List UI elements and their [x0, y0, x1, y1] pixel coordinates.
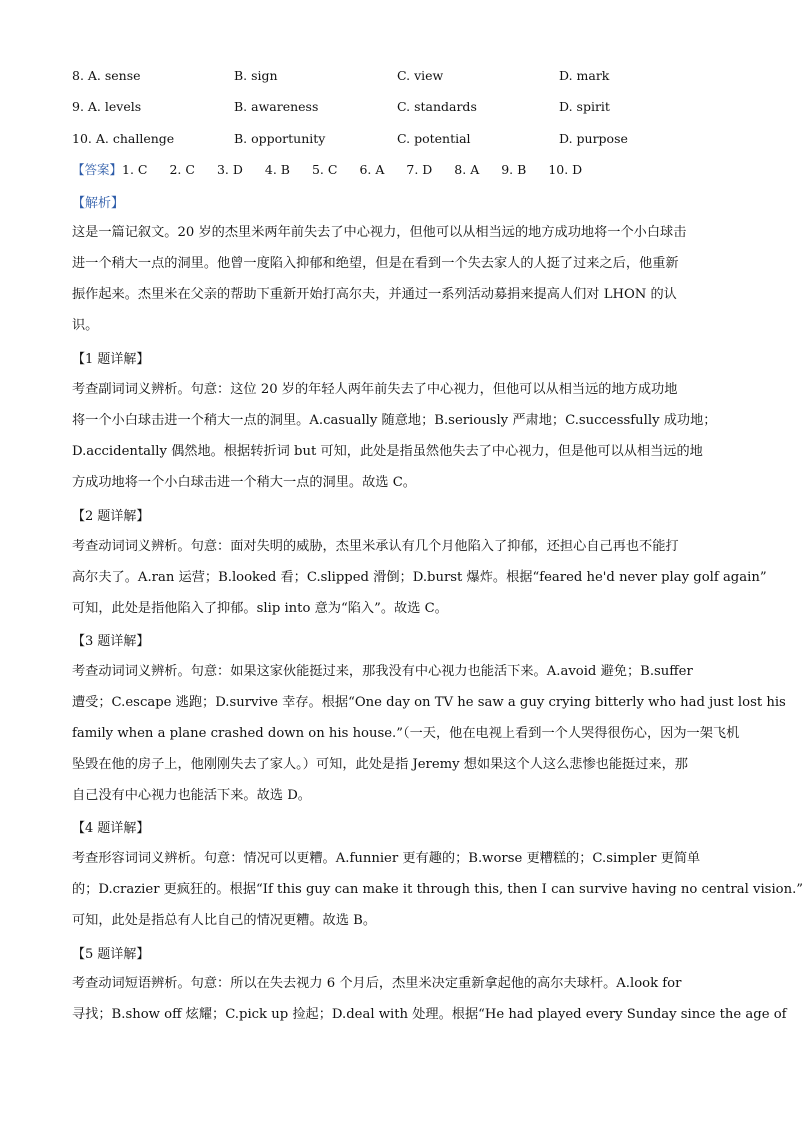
- text-line: D.accidentally 偶然地。根据转折词 but 可知，此处是指虽然他失去了中心视力，但是他可以从相当远的地: [72, 444, 703, 459]
- answer-item: 2. C: [169, 162, 195, 177]
- detail-heading-5: 【5 题详解】: [72, 947, 150, 962]
- option-c: C. standards: [397, 99, 477, 114]
- detail-paragraph-5: [72, 968, 787, 1030]
- detail-paragraph-4: [72, 843, 803, 936]
- detail-paragraph-3: [72, 656, 786, 811]
- option-a: 10. A. challenge: [72, 131, 175, 146]
- answer-item: 9. B: [501, 162, 527, 177]
- text-line: 考查动词短语辨析。句意：所以在失去视力 6 个月后，杰里米决定重新拿起他的高尔夫球杆。A.look for: [72, 976, 682, 991]
- detail-heading-4: 【4 题详解】: [72, 821, 150, 836]
- text-line: 方成功地将一个小白球击进一个稍大一点的洞里。故选 C。: [72, 475, 416, 490]
- analysis-heading: 【解析】: [72, 196, 125, 211]
- option-d: D. spirit: [559, 99, 610, 114]
- option-d: D. purpose: [559, 131, 628, 146]
- answer-key: [72, 160, 604, 182]
- answer-item: 8. A: [454, 162, 480, 177]
- option-b: B. opportunity: [234, 131, 326, 146]
- text-line: 高尔夫了。A.ran 运营；B.looked 看；C.slipped 滑倒；D.burst 爆炸。根据“feared he'd never play golf again”: [72, 570, 767, 585]
- detail-paragraph-2: [72, 531, 767, 624]
- answer-item: 1. C: [122, 162, 148, 177]
- option-c: C. view: [397, 68, 444, 83]
- text-line: 考查动词词义辨析。句意：面对失明的威胁，杰里米承认有几个月他陷入了抑郁，还担心自己再也不能打: [72, 539, 679, 554]
- text-line: family when a plane crashed down on his house.”（一天，他在电视上看到一个人哭得很伤心，因为一架飞机: [72, 726, 740, 741]
- options-row-8: [72, 68, 732, 90]
- option-d: D. mark: [559, 68, 610, 83]
- text-line: 考查副词词义辨析。句意：这位 20 岁的年轻人两年前失去了中心视力，但他可以从相当远的地方成功地: [72, 382, 678, 397]
- text-line: 进一个稍大一点的洞里。他曾一度陷入抑郁和绝望，但是在看到一个失去家人的人挺了过来之后，他重新: [72, 256, 679, 271]
- answer-item: 4. B: [264, 162, 290, 177]
- detail-paragraph-1: [72, 374, 722, 498]
- answer-item: 6. A: [359, 162, 385, 177]
- text-line: 可知，此处是指总有人比自己的情况更糟。故选 B。: [72, 913, 377, 928]
- answer-item: 5. C: [311, 162, 338, 177]
- text-line: 遭受；C.escape 逃跑；D.survive 幸存。根据“One day on TV he saw a guy crying bitterly who had just lost his: [72, 695, 786, 710]
- text-line: 寻找；B.show off 炫耀；C.pick up 捡起；D.deal with 处理。根据“He had played every Sunday since the age of: [72, 1007, 787, 1022]
- summary-paragraph: [72, 217, 722, 341]
- detail-heading-3: 【3 题详解】: [72, 634, 150, 649]
- answer-item: 10. D: [548, 162, 583, 177]
- option-a: 8. A. sense: [72, 68, 141, 83]
- detail-heading-1: 【1 题详解】: [72, 352, 150, 367]
- text-line: 自己没有中心视力也能活下来。故选 D。: [72, 788, 311, 803]
- answer-item: 3. D: [216, 162, 243, 177]
- answer-item: 7. D: [406, 162, 433, 177]
- text-line: 考查动词词义辨析。句意：如果这家伙能挺过来，那我没有中心视力也能活下来。A.avoid 避免；B.suffer: [72, 664, 693, 679]
- text-line: 的；D.crazier 更疯狂的。根据“If this guy can make it through this, then I can survive having no central vision.”: [72, 882, 803, 897]
- option-c: C. potential: [397, 131, 471, 146]
- answer-label: 【答案】: [72, 162, 123, 177]
- text-line: 将一个小白球击进一个稍大一点的洞里。A.casually 随意地；B.seriously 严肃地；C.successfully 成功地；: [72, 413, 717, 428]
- text-line: 识。: [72, 318, 99, 333]
- option-b: B. awareness: [234, 99, 319, 114]
- text-line: 这是一篇记叙文。20 岁的杰里米两年前失去了中心视力，但他可以从相当远的地方成功地将一个小白球击: [72, 225, 687, 240]
- option-b: B. sign: [234, 68, 278, 83]
- text-line: 可知，此处是指他陷入了抑郁。slip into 意为“陷入”。故选 C。: [72, 601, 448, 616]
- option-a: 9. A. levels: [72, 99, 142, 114]
- options-row-9: [72, 99, 732, 121]
- text-line: 振作起来。杰里米在父亲的帮助下重新开始打高尔夫，并通过一系列活动募捐来提高人们对 LHON 的认: [72, 287, 677, 302]
- detail-heading-2: 【2 题详解】: [72, 509, 150, 524]
- text-line: 坠毁在他的房子上，他刚刚失去了家人。）可知，此处是指 Jeremy 想如果这个人这么悲惨也能挺过来，那: [72, 757, 688, 772]
- text-line: 考查形容词词义辨析。句意：情况可以更糟。A.funnier 更有趣的；B.worse 更糟糕的；C.simpler 更简单: [72, 851, 701, 866]
- options-row-10: [72, 131, 732, 153]
